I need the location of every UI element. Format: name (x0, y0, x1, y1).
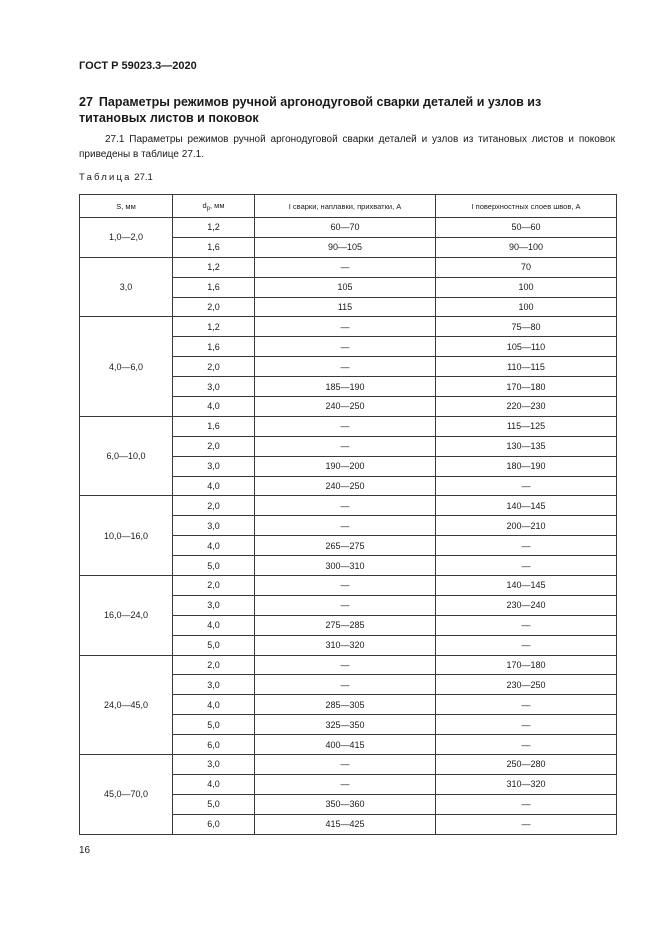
welding-current-cell: — (255, 576, 436, 596)
surface-current-cell: 70 (436, 257, 617, 277)
page-number: 16 (79, 845, 91, 856)
surface-current-cell: 170—180 (436, 377, 617, 397)
thickness-cell: 45,0—70,0 (80, 755, 173, 835)
header-diameter-unit: , мм (210, 200, 225, 210)
table-row (80, 317, 617, 337)
welding-current-cell: — (255, 436, 436, 456)
diameter-cell: 2,0 (173, 436, 255, 456)
welding-current-cell: — (255, 416, 436, 436)
surface-current-cell: — (436, 715, 617, 735)
diameter-cell: 1,6 (173, 416, 255, 436)
welding-current-cell: — (255, 257, 436, 277)
header-electrode-diameter (173, 195, 255, 218)
table-row (80, 416, 617, 436)
diameter-cell: 4,0 (173, 397, 255, 417)
standard-code: ГОСТ Р 59023.3—2020 (79, 60, 197, 72)
welding-current-cell: 185—190 (255, 377, 436, 397)
welding-current-cell: — (255, 675, 436, 695)
diameter-cell: 5,0 (173, 794, 255, 814)
diameter-cell: 4,0 (173, 695, 255, 715)
welding-current-cell: 350—360 (255, 794, 436, 814)
table-caption-number: 27.1 (134, 172, 153, 183)
table-row (80, 218, 617, 238)
welding-current-cell: 105 (255, 277, 436, 297)
surface-current-cell: 75—80 (436, 317, 617, 337)
welding-current-cell: 400—415 (255, 735, 436, 755)
thickness-cell: 16,0—24,0 (80, 576, 173, 656)
diameter-cell: 3,0 (173, 595, 255, 615)
surface-current-cell: — (436, 814, 617, 834)
welding-current-cell: 90—105 (255, 237, 436, 257)
diameter-cell: 1,2 (173, 257, 255, 277)
header-thickness: S, мм (80, 195, 173, 218)
thickness-cell: 3,0 (80, 257, 173, 317)
welding-current-cell: — (255, 774, 436, 794)
surface-current-cell: 230—250 (436, 675, 617, 695)
diameter-cell: 2,0 (173, 655, 255, 675)
thickness-cell: 1,0—2,0 (80, 218, 173, 258)
diameter-cell: 4,0 (173, 774, 255, 794)
welding-current-cell: — (255, 357, 436, 377)
diameter-cell: 5,0 (173, 635, 255, 655)
thickness-cell: 10,0—16,0 (80, 496, 173, 576)
surface-current-cell: 115—125 (436, 416, 617, 436)
section-number: 27 (79, 95, 93, 109)
surface-current-cell: 50—60 (436, 218, 617, 238)
surface-current-cell: 170—180 (436, 655, 617, 675)
section-title: Параметры режимов ручной аргонодуговой сварки деталей и узлов из титановых листов и поковок (79, 95, 542, 125)
welding-current-cell: — (255, 317, 436, 337)
surface-current-cell: 100 (436, 277, 617, 297)
section-paragraph: 27.1 Параметры режимов ручной аргонодуговой сварки деталей и узлов из титановых листов и поковок приведены в таблице 27.1. (79, 134, 615, 160)
surface-current-cell: — (436, 476, 617, 496)
diameter-cell: 6,0 (173, 735, 255, 755)
diameter-cell: 2,0 (173, 576, 255, 596)
header-diameter-main: d (202, 200, 207, 210)
table-body (80, 218, 617, 835)
welding-current-cell: 190—200 (255, 456, 436, 476)
surface-current-cell: 110—115 (436, 357, 617, 377)
welding-current-cell: — (255, 516, 436, 536)
diameter-cell: 4,0 (173, 536, 255, 556)
surface-current-cell: 140—145 (436, 576, 617, 596)
welding-current-cell: 415—425 (255, 814, 436, 834)
surface-current-cell: 310—320 (436, 774, 617, 794)
welding-current-cell: 240—250 (255, 476, 436, 496)
diameter-cell: 1,6 (173, 277, 255, 297)
header-diameter-sub: р (206, 205, 211, 212)
table-row (80, 655, 617, 675)
welding-current-cell: 285—305 (255, 695, 436, 715)
diameter-cell: 3,0 (173, 675, 255, 695)
welding-current-cell: — (255, 337, 436, 357)
table-row (80, 257, 617, 277)
welding-current-cell: 275—285 (255, 615, 436, 635)
surface-current-cell: — (436, 556, 617, 576)
welding-current-cell: — (255, 595, 436, 615)
welding-current-cell: 310—320 (255, 635, 436, 655)
diameter-cell: 3,0 (173, 377, 255, 397)
thickness-cell: 6,0—10,0 (80, 416, 173, 496)
header-surface-current: I поверхностных слоев швов, А (436, 195, 617, 218)
surface-current-cell: 100 (436, 297, 617, 317)
diameter-cell: 2,0 (173, 297, 255, 317)
welding-parameters-table (79, 194, 617, 835)
welding-current-cell: 240—250 (255, 397, 436, 417)
surface-current-cell: — (436, 735, 617, 755)
table-caption (79, 172, 153, 183)
welding-current-cell: 60—70 (255, 218, 436, 238)
section-heading (79, 94, 579, 126)
diameter-cell: 5,0 (173, 715, 255, 735)
diameter-cell: 1,2 (173, 317, 255, 337)
diameter-cell: 3,0 (173, 516, 255, 536)
surface-current-cell: 200—210 (436, 516, 617, 536)
diameter-cell: 1,6 (173, 337, 255, 357)
surface-current-cell: — (436, 615, 617, 635)
table-row (80, 496, 617, 516)
diameter-cell: 3,0 (173, 755, 255, 775)
surface-current-cell: 220—230 (436, 397, 617, 417)
welding-current-cell: — (255, 755, 436, 775)
diameter-cell: 5,0 (173, 556, 255, 576)
diameter-cell: 2,0 (173, 357, 255, 377)
surface-current-cell: 105—110 (436, 337, 617, 357)
surface-current-cell: 230—240 (436, 595, 617, 615)
surface-current-cell: 250—280 (436, 755, 617, 775)
welding-current-cell: 300—310 (255, 556, 436, 576)
diameter-cell: 1,2 (173, 218, 255, 238)
welding-current-cell: — (255, 496, 436, 516)
diameter-cell: 6,0 (173, 814, 255, 834)
diameter-cell: 3,0 (173, 456, 255, 476)
surface-current-cell: — (436, 794, 617, 814)
surface-current-cell: 140—145 (436, 496, 617, 516)
diameter-cell: 2,0 (173, 496, 255, 516)
diameter-cell: 4,0 (173, 476, 255, 496)
welding-current-cell: — (255, 655, 436, 675)
welding-current-cell: 325—350 (255, 715, 436, 735)
thickness-cell: 24,0—45,0 (80, 655, 173, 754)
diameter-cell: 1,6 (173, 237, 255, 257)
surface-current-cell: — (436, 695, 617, 715)
surface-current-cell: 180—190 (436, 456, 617, 476)
table-caption-prefix: Таблица (79, 172, 132, 183)
table-header-row (80, 195, 617, 218)
header-welding-current: I сварки, наплавки, прихватки, А (255, 195, 436, 218)
table-row (80, 755, 617, 775)
table-row (80, 576, 617, 596)
surface-current-cell: 130—135 (436, 436, 617, 456)
surface-current-cell: — (436, 536, 617, 556)
welding-current-cell: 265—275 (255, 536, 436, 556)
surface-current-cell: — (436, 635, 617, 655)
welding-current-cell: 115 (255, 297, 436, 317)
diameter-cell: 4,0 (173, 615, 255, 635)
thickness-cell: 4,0—6,0 (80, 317, 173, 416)
surface-current-cell: 90—100 (436, 237, 617, 257)
